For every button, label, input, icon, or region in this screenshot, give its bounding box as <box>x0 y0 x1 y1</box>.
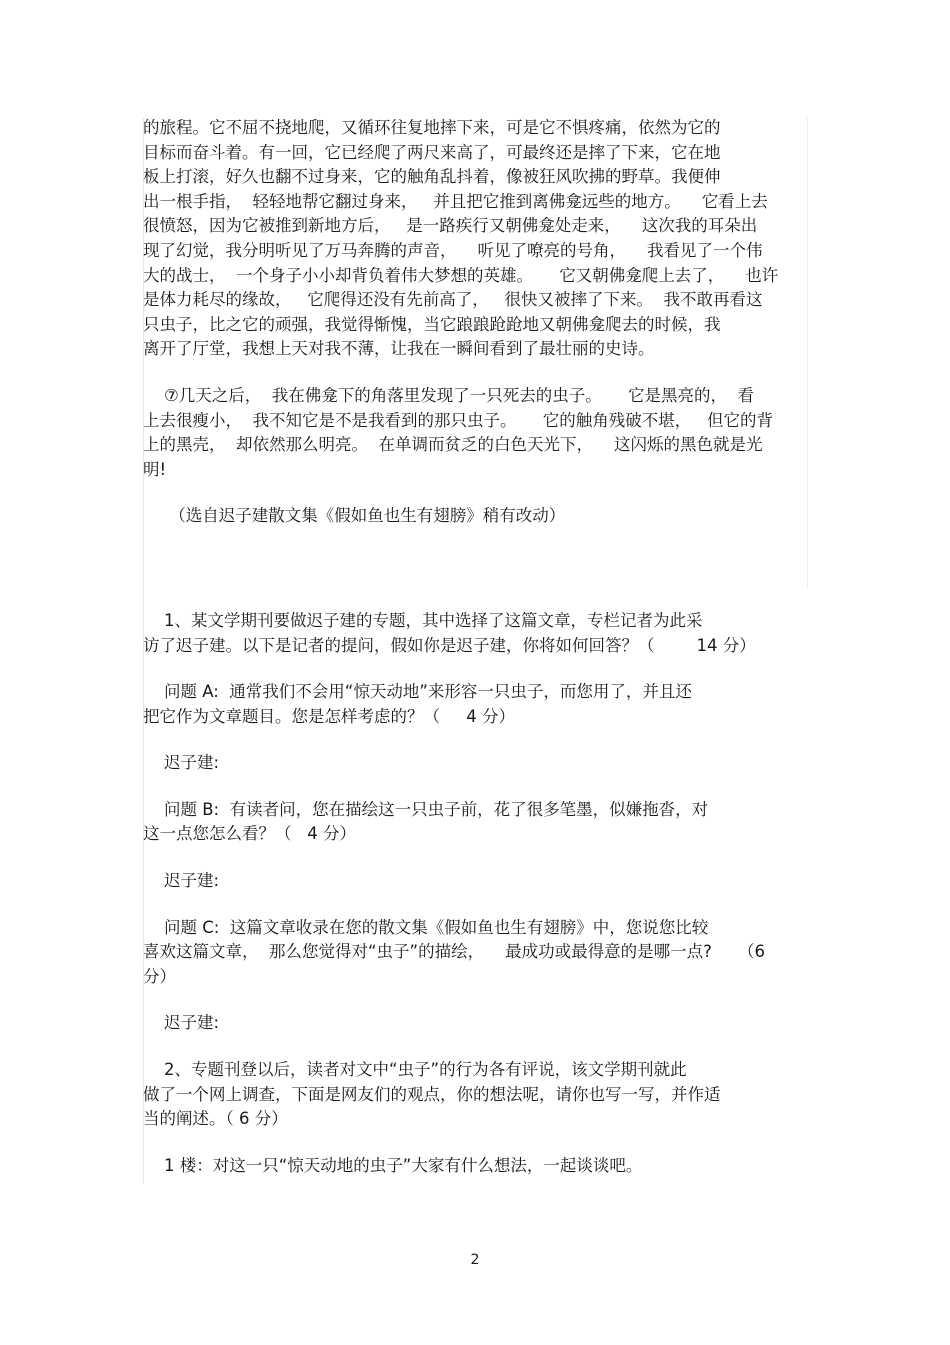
page-number: 2 <box>470 1252 480 1268</box>
text-line: 的旅程。它不屈不挠地爬，又循环往复地摔下来，可是它不惧疼痛，依然为它的 <box>143 118 721 137</box>
text-line: 分） <box>143 966 176 986</box>
text-line: 大的战士， 一个身子小小却背负着伟大梦想的英雄。 它又朝佛龛爬上去了， 也许 <box>143 265 779 285</box>
text-line: 访了迟子建。以下是记者的提问，假如你是迟子建，你将如何回答？（ 14 分） <box>143 635 756 655</box>
document-body <box>143 116 813 1178</box>
text-line: 喜欢这篇文章， 那么您觉得对“虫子”的描绘， 最成功或最得意的是哪一点? （6 <box>143 942 766 962</box>
text-line: 目标而奋斗着。有一回，它已经爬了两尺来高了，可最终还是摔了下来，它在地 <box>143 142 721 162</box>
text-line: 很愤怒，因为它被推到新地方后， 是一路疾行又朝佛龛处走来， 这次我的耳朵出 <box>143 216 758 236</box>
answer-b-label: 迟子建: <box>143 871 220 891</box>
text-line: 只虫子，比之它的顽强，我觉得惭愧，当它踉踉跄跄地又朝佛龛爬去的时候，我 <box>143 314 721 334</box>
text-line: 这一点您怎么看？（ 4 分） <box>143 824 356 844</box>
source-citation: （选自迟子建散文集《假如鱼也生有翅膀》稍有改动） <box>143 506 566 526</box>
text-line: 明! <box>143 459 167 479</box>
answer-a-label: 迟子建: <box>143 753 220 773</box>
answer-c-label: 迟子建: <box>143 1013 220 1033</box>
forum-floor-1: 1 楼：对这一只“惊天动地的虫子”大家有什么想法，一起谈谈吧。 <box>143 1155 643 1175</box>
text-line: 做了一个网上调查，下面是网友们的观点，你的想法呢，请你也写一写，并作适 <box>143 1084 721 1104</box>
text-line: 板上打滚，好久也翻不过身来，它的触角乱抖着，像被狂风吹拂的野草。我便伸 <box>143 167 721 187</box>
paragraph-7 <box>143 384 813 482</box>
text-line: 当的阐述。（ 6 分） <box>143 1109 288 1129</box>
text-line: 问题 B: 有读者问，您在描绘这一只虫子前，花了很多笔墨，似嫌拖沓，对 <box>143 799 709 819</box>
question-1 <box>143 609 813 658</box>
text-line: 问题 C: 这篇文章收录在您的散文集《假如鱼也生有翅膀》中，您说您比较 <box>143 917 709 937</box>
question-c <box>143 916 813 990</box>
text-line: 现了幻觉，我分明听见了万马奔腾的声音， 听见了嘹亮的号角， 我看见了一个伟 <box>143 240 763 260</box>
text-line: 上的黑壳， 却依然那么明亮。 在单调而贫乏的白色天光下， 这闪烁的黑色就是光 <box>143 435 763 455</box>
text-line: 把它作为文章题目。您是怎样考虑的？（ 4 分） <box>143 706 515 726</box>
text-line: 1、某文学期刊要做迟子建的专题，其中选择了这篇文章，专栏记者为此采 <box>143 610 703 630</box>
paragraph-6 <box>143 116 813 362</box>
text-line: 出一根手指， 轻轻地帮它翻过身来， 并且把它推到离佛龛远些的地方。 它看上去 <box>143 191 768 211</box>
text-line: 上去很瘦小， 我不知它是不是我看到的那只虫子。 它的触角残破不堪， 但它的背 <box>143 410 773 430</box>
question-a <box>143 680 813 729</box>
text-line: 离开了厅堂，我想上天对我不薄，让我在一瞬间看到了最壮丽的史诗。 <box>143 339 655 359</box>
text-line: 是体力耗尽的缘故， 它爬得还没有先前高了， 很快又被摔了下来。 我不敢再看这 <box>143 290 763 310</box>
text-line: 问题 A: 通常我们不会用“惊天动地”来形容一只虫子，而您用了，并且还 <box>143 682 692 702</box>
text-line: 2、专题刊登以后，读者对文中“虫子”的行为各有评说，该文学期刊就此 <box>143 1060 687 1080</box>
question-b <box>143 798 813 847</box>
question-2 <box>143 1058 813 1132</box>
text-line: ⑦几天之后， 我在佛龛下的角落里发现了一只死去的虫子。 它是黑亮的， 看 <box>143 385 754 405</box>
